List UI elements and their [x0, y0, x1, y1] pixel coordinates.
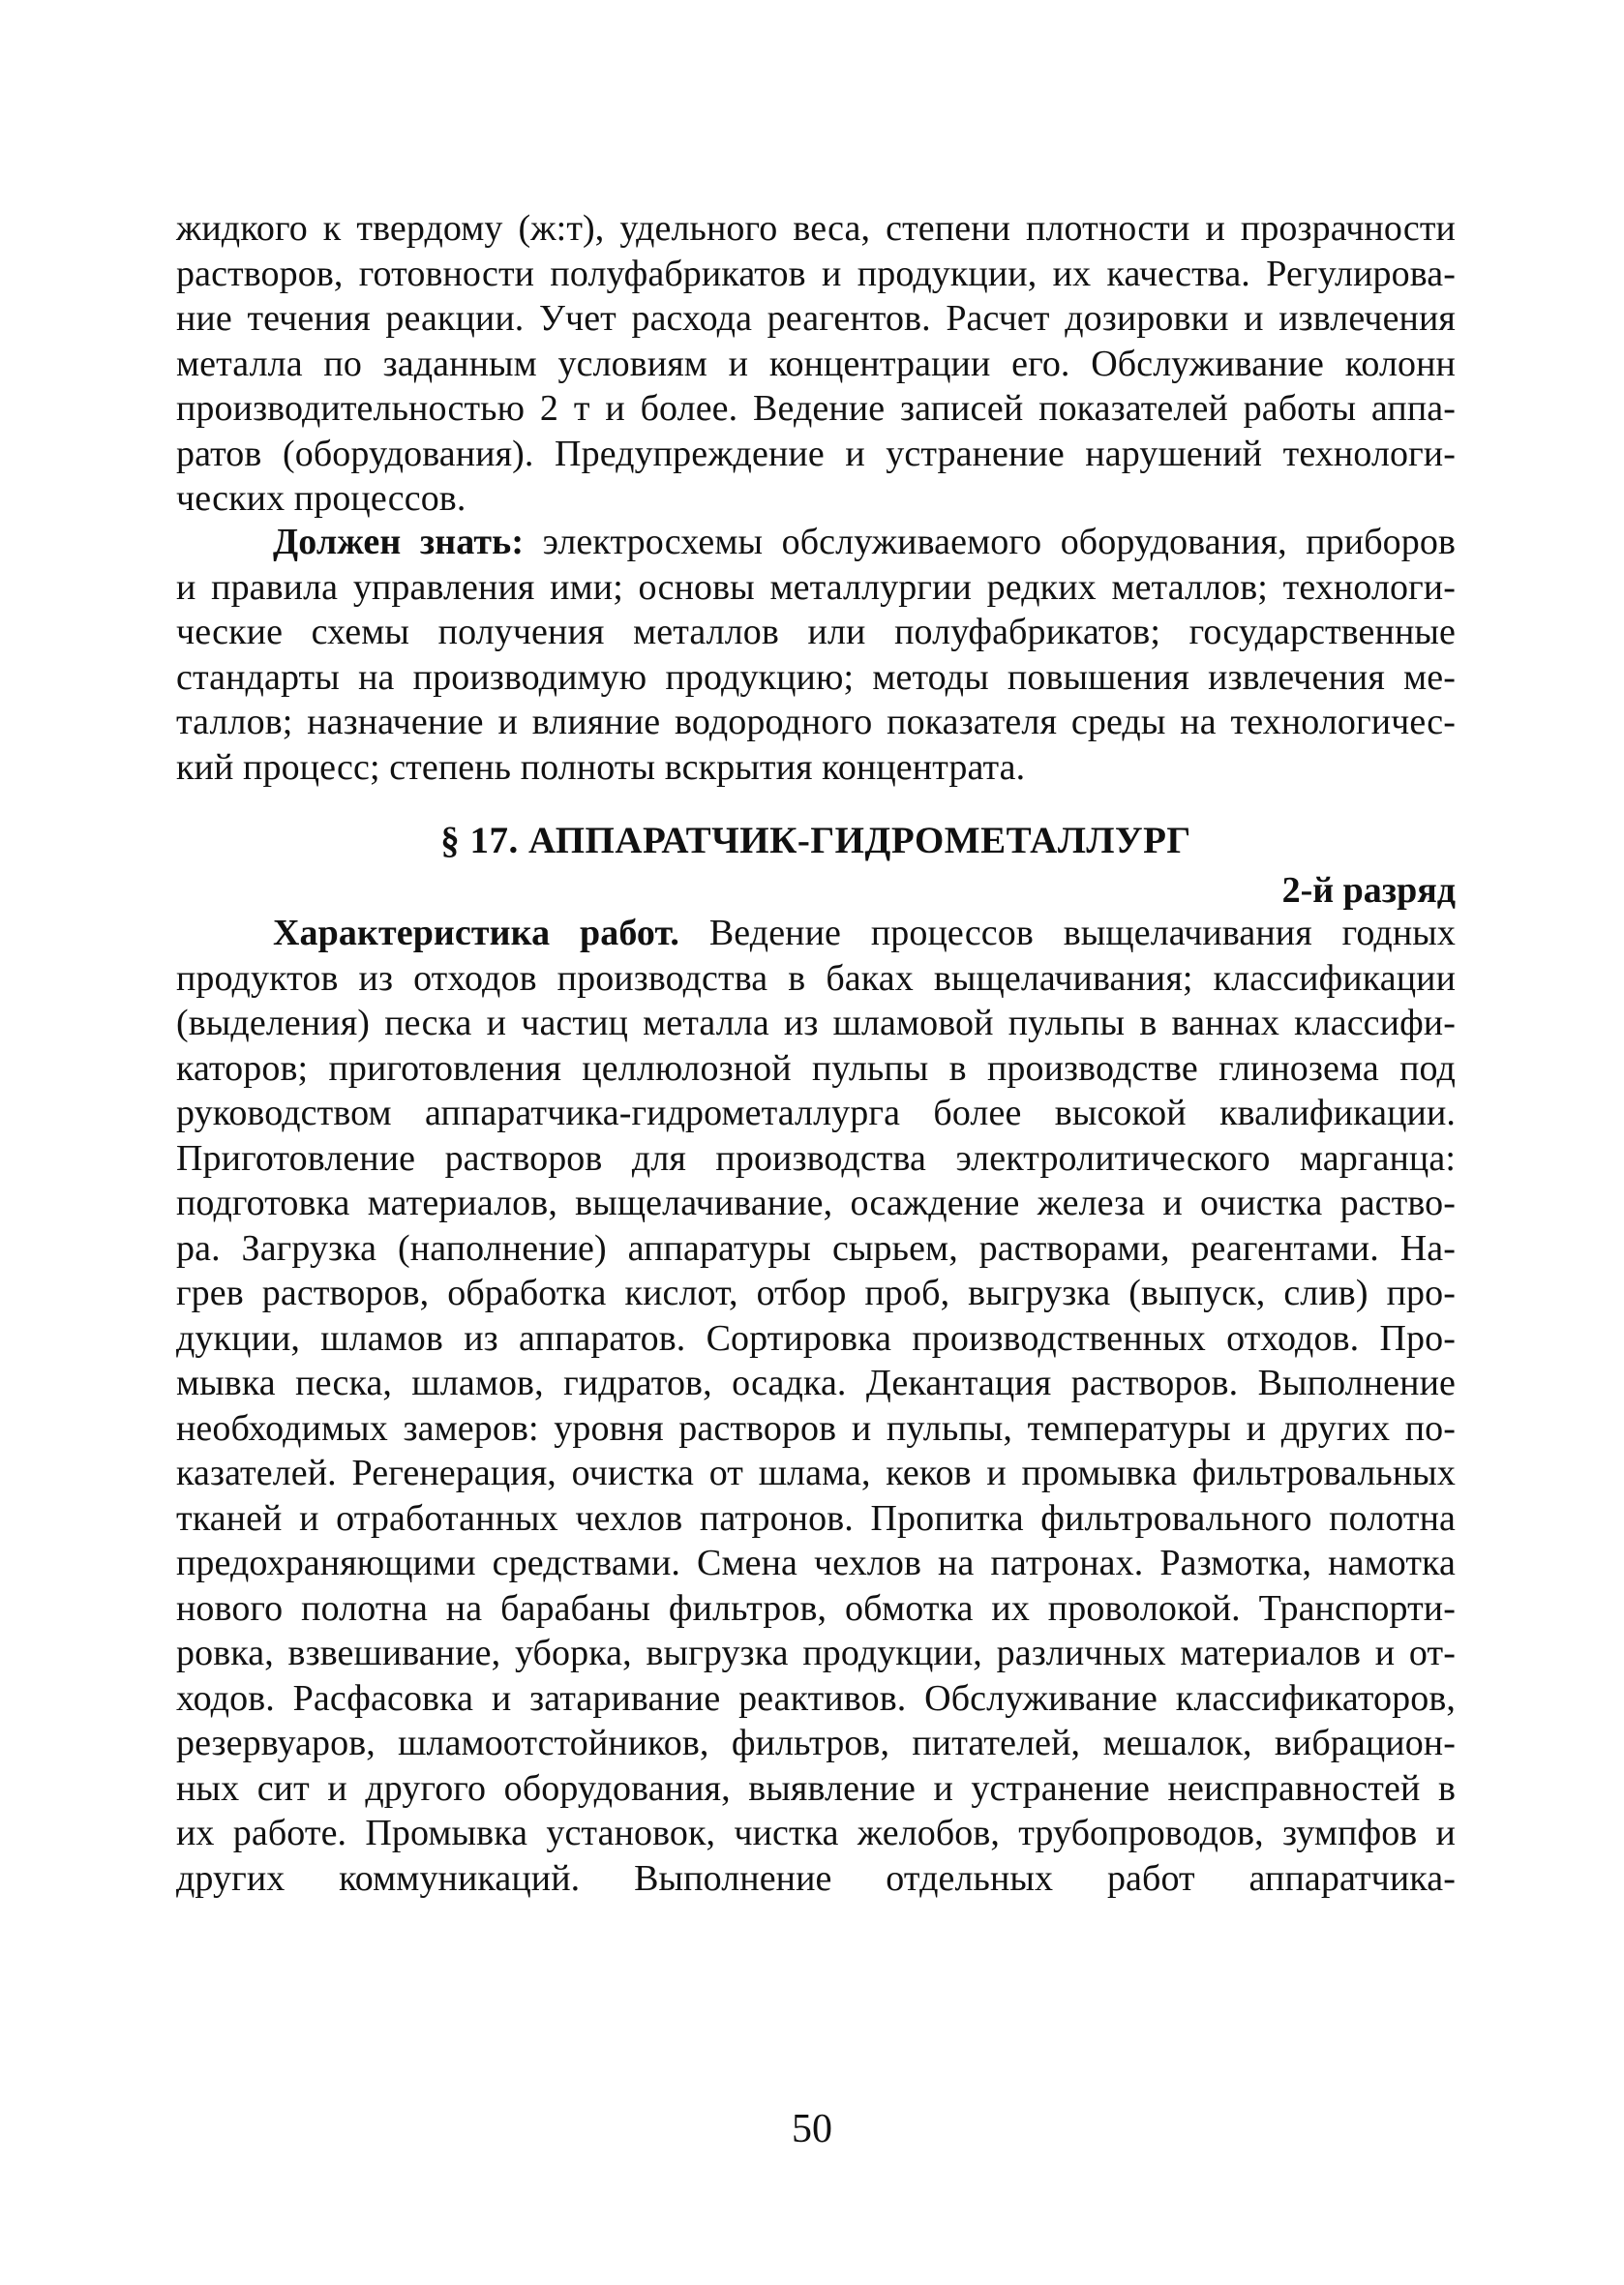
- text-line: грев растворов, обработка кислот, отбор проб, выгрузка (выпуск, слив) про-: [176, 1273, 1456, 1313]
- continuation-paragraph: [176, 206, 1456, 522]
- text-line: Приготовление растворов для производства электролитического марганца:: [176, 1137, 1456, 1179]
- text-line: ние течения реакции. Учет расхода реагентов. Расчет дозировки и извлечения: [176, 298, 1456, 339]
- text-line: ных сит и другого оборудования, выявление и устранение неисправностей в: [176, 1767, 1456, 1809]
- work-first-text: Ведение процессов выщелачивания годных: [679, 913, 1456, 953]
- text-line: ровка, взвешивание, уборка, выгрузка продукции, различных материалов и от-: [176, 1633, 1456, 1673]
- text-line: мывка песка, шламов, гидратов, осадка. Декантация растворов. Выполнение: [176, 1363, 1456, 1403]
- text-line: других коммуникаций. Выполнение отдельных работ аппаратчика-: [176, 1857, 1456, 1899]
- page-number: 50: [792, 2107, 832, 2151]
- knowledge-label: Должен знать:: [273, 522, 525, 562]
- text-line: нового полотна на барабаны фильтров, обмотка их проволокой. Транспорти-: [176, 1587, 1456, 1629]
- work-first-line: [176, 911, 1456, 956]
- text-line: ческие схемы получения металлов или полуфабрикатов; государственные: [176, 612, 1456, 652]
- text-line: резервуаров, шламоотстойников, фильтров, питателей, мешалок, вибрацион-: [176, 1723, 1456, 1763]
- text-line: предохраняющими средствами. Смена чехлов на патронах. Размотка, намотка: [176, 1543, 1456, 1583]
- text-line: дукции, шламов из аппаратов. Сортировка производственных отходов. Про-: [176, 1317, 1456, 1359]
- text-line: тканей и отработанных чехлов патронов. Пропитка фильтровального полотна: [176, 1497, 1456, 1539]
- text-line: их работе. Промывка установок, чистка желобов, трубопроводов, зумпфов и: [176, 1813, 1456, 1853]
- text-line: продуктов из отходов производства в баках выщелачивания; классификации: [176, 957, 1456, 999]
- text-line: подготовка материалов, выщелачивание, осаждение железа и очистка раство-: [176, 1183, 1456, 1223]
- text-line: казателей. Регенерация, очистка от шлама, кеков и промывка фильтровальных: [176, 1453, 1456, 1493]
- section-title: § 17. АППАРАТЧИК-ГИДРОМЕТАЛЛУРГ: [440, 820, 1191, 861]
- text-line: производительностью 2 т и более. Ведение записей показателей работы аппа-: [176, 388, 1456, 429]
- work-characteristics-paragraph: [176, 911, 1456, 1901]
- text-line: таллов; назначение и влияние водородного показателя среды на технологичес-: [176, 702, 1456, 742]
- text-line: руководством аппаратчика-гидрометаллурга более высокой квалификации.: [176, 1093, 1456, 1133]
- text-line: ческих процессов.: [176, 478, 466, 519]
- text-line: ра. Загрузка (наполнение) аппаратуры сырьем, растворами, реагентами. На-: [176, 1227, 1456, 1269]
- text-line: стандарты на производимую продукцию; методы повышения извлечения ме-: [176, 656, 1456, 698]
- text-line: каторов; приготовления целлюлозной пульпы в производстве глинозема под: [176, 1047, 1456, 1089]
- knowledge-first-text: электросхемы обслуживаемого оборудования, приборов: [524, 522, 1456, 562]
- knowledge-first-line: [176, 520, 1456, 565]
- text-line: металла по заданным условиям и концентрации его. Обслуживание колонн: [176, 343, 1456, 384]
- text-line: кий процесс; степень полноты вскрытия концентрата.: [176, 746, 1026, 788]
- text-line: ратов (оборудования). Предупреждение и устранение нарушений технологи-: [176, 433, 1456, 474]
- text-line: (выделения) песка и частиц металла из шламовой пульпы в ваннах классифи-: [176, 1003, 1456, 1043]
- knowledge-paragraph: [176, 520, 1456, 790]
- work-label: Характеристика работ.: [273, 913, 680, 953]
- text-line: ходов. Расфасовка и затаривание реактивов. Обслуживание классификаторов,: [176, 1677, 1456, 1719]
- text-line: и правила управления ими; основы металлургии редких металлов; технологи-: [176, 566, 1456, 608]
- text-line: жидкого к твердому (ж:т), удельного веса, степени плотности и прозрачности: [176, 208, 1456, 249]
- text-line: растворов, готовности полуфабрикатов и продукции, их качества. Регулирова-: [176, 253, 1456, 294]
- text-line: необходимых замеров: уровня растворов и пульпы, температуры и других по-: [176, 1407, 1456, 1449]
- grade-label: 2-й разряд: [1281, 870, 1456, 911]
